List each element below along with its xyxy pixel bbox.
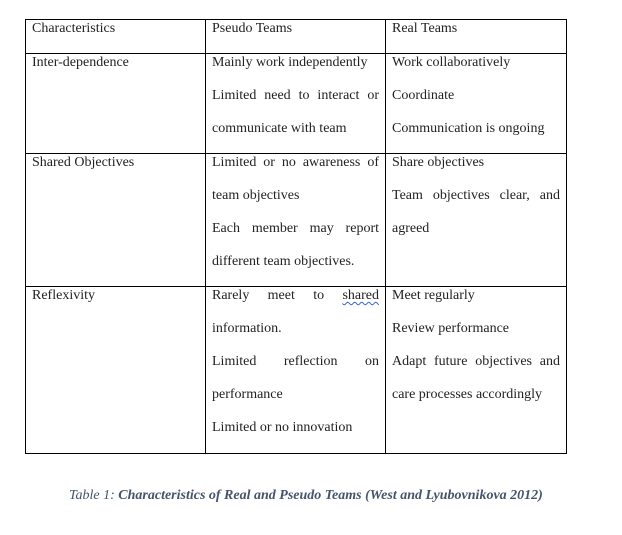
header-real-teams: Real Teams (386, 20, 567, 54)
cell-line: Communication is ongoing (392, 121, 545, 136)
cell-line (212, 279, 379, 312)
cell-line: agreed (392, 221, 430, 236)
cell-line: team objectives (212, 188, 300, 203)
table-caption (69, 488, 543, 504)
row-characteristic: Shared Objectives (26, 154, 206, 287)
cell-line: Limited or no awareness of (212, 155, 379, 170)
row-characteristic: Reflexivity (26, 287, 206, 454)
cell-line: care processes accordingly (392, 387, 543, 402)
cell-line: communicate with team (212, 121, 347, 136)
cell-line: Meet regularly (392, 288, 475, 303)
cell-line: Review performance (392, 321, 509, 336)
spellcheck-flagged-word: shared (342, 288, 379, 303)
real-cell (386, 154, 567, 287)
cell-line-text: Rarely meet to (212, 288, 325, 303)
cell-line: Limited or no innovation (212, 420, 353, 435)
table-row (26, 54, 567, 154)
caption-citation: (West and Lyubovnikova 2012) (365, 488, 543, 503)
cell-line: Limited reflection on (212, 354, 379, 369)
table-row (26, 287, 567, 454)
caption-title: Characteristics of Real and Pseudo Teams (118, 488, 362, 503)
cell-line: performance (212, 387, 283, 402)
cell-line: Work collaboratively (392, 55, 511, 70)
cell-line: Each member may report (212, 221, 379, 236)
row-characteristic: Inter-dependence (26, 54, 206, 154)
characteristics-table (25, 19, 567, 454)
cell-line: Share objectives (392, 155, 485, 170)
pseudo-cell (206, 54, 386, 154)
cell-line: information. (212, 321, 282, 336)
header-characteristics: Characteristics (26, 20, 206, 54)
cell-line: Limited need to interact or (212, 88, 379, 103)
pseudo-cell (206, 154, 386, 287)
header-pseudo-teams: Pseudo Teams (206, 20, 386, 54)
cell-line: Adapt future objectives and (392, 354, 560, 369)
caption-label: Table 1: (69, 488, 115, 503)
cell-line: different team objectives. (212, 254, 355, 269)
pseudo-cell (206, 287, 386, 454)
real-cell (386, 54, 567, 154)
cell-line: Coordinate (392, 88, 455, 103)
real-cell (386, 287, 567, 454)
table-row (26, 154, 567, 287)
cell-line: Team objectives clear, and (392, 188, 560, 203)
cell-line: Mainly work independently (212, 55, 368, 70)
